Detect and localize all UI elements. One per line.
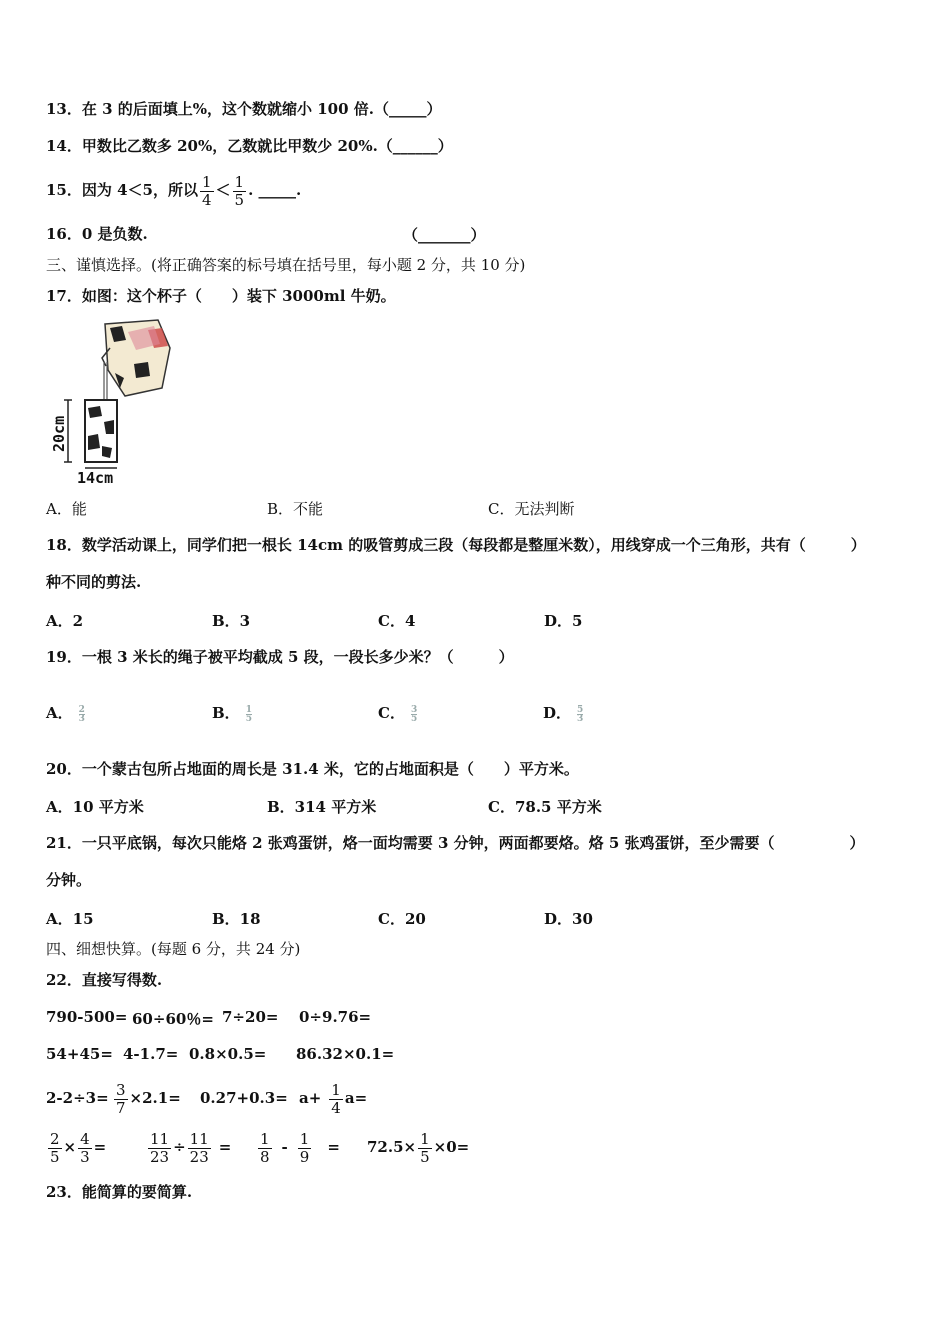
calc-text: ×2.1= (129, 1089, 181, 1107)
calc-text: - (281, 1138, 288, 1156)
question-17 (46, 286, 396, 306)
calc-item: 54+45= (46, 1045, 113, 1063)
fraction (78, 1131, 92, 1166)
question-23 (46, 1182, 192, 1202)
blurred-fraction (246, 706, 252, 723)
fraction (329, 1082, 343, 1117)
question-text: 数学活动课上，同学们把一根长 14cm 的吸管剪成三段（每段都是整厘米数），用线穿成一个三角形，共有（ ） (81, 536, 866, 554)
question-number: 16． (46, 225, 82, 243)
numerator: 3 (410, 704, 418, 715)
milk-carton-image (102, 320, 170, 396)
calc-item: 4-1.7= (123, 1045, 179, 1063)
height-label: 20cm (50, 415, 68, 452)
question-text: 一根 3 米长的绳子被平均截成 5 段，一段长多少米？（ ） (81, 648, 514, 666)
calc-text: × (63, 1138, 77, 1156)
numerator: 4 (80, 1129, 90, 1148)
option-a[interactable]: A．能 (46, 500, 87, 518)
blurred-fraction (411, 706, 417, 723)
question-number: 19． (46, 648, 82, 666)
calc-text: = (218, 1138, 232, 1156)
calc-item: 0.8×0.5= (189, 1045, 267, 1063)
denominator: 3 (577, 713, 584, 724)
option-b[interactable]: B．18 (212, 910, 261, 928)
option-b[interactable]: B．3 (212, 612, 251, 630)
numerator: 1 (245, 704, 252, 715)
numerator: 1 (201, 172, 212, 191)
denominator: 3 (80, 1147, 90, 1166)
blurred-fraction (577, 706, 583, 723)
option-d[interactable]: D．5 (544, 612, 583, 630)
option-a[interactable] (46, 702, 85, 723)
question-number: 15． (46, 181, 82, 199)
calc-item (46, 1126, 106, 1168)
calc-text: ×0= (433, 1138, 470, 1156)
answer-blank: . _____. (248, 181, 302, 199)
option-d[interactable] (543, 702, 583, 723)
question-text: 在 3 的后面填上%，这个数就缩小 100 倍.（_____） (81, 100, 442, 118)
question-18-continued: 种不同的剪法. (46, 573, 142, 591)
option-b[interactable]: B．不能 (267, 500, 324, 518)
question-text: 0 是负数. (81, 225, 148, 243)
numerator: 1 (260, 1129, 270, 1148)
denominator: 8 (260, 1147, 270, 1166)
less-than-sign: ＜ (215, 181, 231, 199)
question-text: 一个蒙古包所占地面的周长是 31.4 米，它的占地面积是（ ）平方米。 (81, 760, 579, 778)
calc-item: 2-2÷3= (46, 1089, 109, 1107)
question-number: 18． (46, 536, 82, 554)
denominator: 5 (245, 713, 252, 724)
numerator: 1 (299, 1129, 310, 1148)
numerator: 1 (420, 1129, 430, 1148)
numerator: 11 (189, 1129, 209, 1148)
question-19 (46, 647, 514, 667)
denominator: 4 (331, 1098, 341, 1117)
option-label: C． (378, 704, 405, 722)
denominator: 23 (189, 1147, 209, 1166)
denominator: 5 (234, 190, 245, 209)
fraction (148, 1131, 171, 1166)
calc-item (112, 1077, 181, 1119)
option-c[interactable]: C．4 (378, 612, 416, 630)
denominator: 5 (420, 1147, 430, 1166)
numerator: 2 (50, 1129, 60, 1148)
calc-item: 7÷20= (222, 1008, 279, 1026)
question-number: 13． (46, 100, 82, 118)
option-b[interactable] (212, 702, 252, 723)
option-b[interactable]: B．314 平方米 (267, 798, 377, 816)
question-22 (46, 970, 162, 990)
calc-item: 60÷60％= (132, 1010, 214, 1028)
calc-item (256, 1126, 340, 1168)
numerator: 11 (150, 1129, 170, 1148)
option-d[interactable]: D．30 (544, 910, 593, 928)
option-label: A． (46, 704, 73, 722)
question-text: 因为 4＜5，所以 (81, 181, 198, 199)
question-15 (46, 170, 301, 210)
fraction (200, 174, 214, 209)
question-text: 如图：这个杯子（ ）装下 3000ml 牛奶。 (81, 287, 396, 305)
denominator: 23 (150, 1147, 170, 1166)
option-a[interactable]: A．2 (46, 612, 84, 630)
calc-text: a= (344, 1089, 368, 1107)
option-c[interactable]: C．78.5 平方米 (488, 798, 602, 816)
calc-text: 72.5× (367, 1138, 417, 1156)
option-label: D． (543, 704, 572, 722)
fraction (114, 1082, 128, 1117)
fraction (258, 1131, 272, 1166)
section-4-heading: 四、细想快算。(每题 6 分，共 24 分) (46, 940, 301, 958)
calc-item: 0÷9.76= (299, 1008, 372, 1026)
option-a[interactable]: A．15 (46, 910, 94, 928)
calc-text: = (93, 1138, 107, 1156)
option-c[interactable]: C．无法判断 (488, 500, 575, 518)
cup-milk-illustration (50, 318, 175, 486)
question-text: 直接写得数. (81, 971, 163, 989)
question-text: 一只平底锅，每次只能烙 2 张鸡蛋饼，烙一面均需要 3 分钟，两面都要烙。烙 5 张鸡蛋饼，至少需要（ ） (81, 834, 865, 852)
calc-item: 790-500= (46, 1008, 128, 1026)
question-18 (46, 535, 866, 555)
numerator: 2 (78, 704, 85, 715)
denominator: 5 (50, 1147, 60, 1166)
denominator: 9 (299, 1147, 310, 1166)
option-a[interactable]: A．10 平方米 (46, 798, 144, 816)
question-21-continued: 分钟。 (46, 871, 92, 889)
calc-item (367, 1126, 469, 1168)
blurred-fraction (79, 706, 85, 723)
question-text: 甲数比乙数多 20%，乙数就比甲数少 20%.（______） (81, 137, 453, 155)
question-number: 23． (46, 1183, 82, 1201)
fraction (233, 174, 247, 209)
numerator: 3 (116, 1080, 126, 1099)
question-number: 20． (46, 760, 82, 778)
calc-text: ÷ (173, 1138, 186, 1156)
width-label: 14cm (77, 469, 114, 486)
calc-text: = (327, 1138, 340, 1156)
question-13 (46, 99, 442, 119)
denominator: 4 (201, 190, 212, 209)
denominator: 7 (116, 1098, 126, 1117)
fraction (48, 1131, 62, 1166)
calc-text: a+ (299, 1089, 322, 1107)
question-number: 22． (46, 971, 82, 989)
calc-item: 86.32×0.1= (296, 1045, 395, 1063)
denominator: 5 (410, 713, 418, 724)
cup-image (85, 400, 117, 462)
question-21 (46, 833, 865, 853)
fraction (298, 1131, 312, 1166)
option-label: B． (212, 704, 240, 722)
calc-item (146, 1126, 231, 1168)
question-number: 14． (46, 137, 82, 155)
section-3-heading: 三、谨慎选择。(将正确答案的标号填在括号里，每小题 2 分，共 10 分) (46, 256, 526, 274)
numerator: 1 (331, 1080, 341, 1099)
question-number: 21． (46, 834, 82, 852)
option-c[interactable]: C．20 (378, 910, 426, 928)
calc-item: 0.27+0.3= (200, 1089, 288, 1107)
question-14 (46, 136, 453, 156)
numerator: 5 (577, 704, 584, 715)
denominator: 3 (78, 713, 85, 724)
answer-blank: （_______） (403, 226, 486, 244)
question-text: 能简算的要简算. (81, 1183, 193, 1201)
option-c[interactable] (378, 702, 417, 723)
fraction (418, 1131, 432, 1166)
calc-item (299, 1077, 367, 1119)
fraction (188, 1131, 211, 1166)
question-20 (46, 759, 579, 779)
question-16 (46, 224, 148, 244)
numerator: 1 (234, 172, 245, 191)
question-number: 17． (46, 287, 82, 305)
